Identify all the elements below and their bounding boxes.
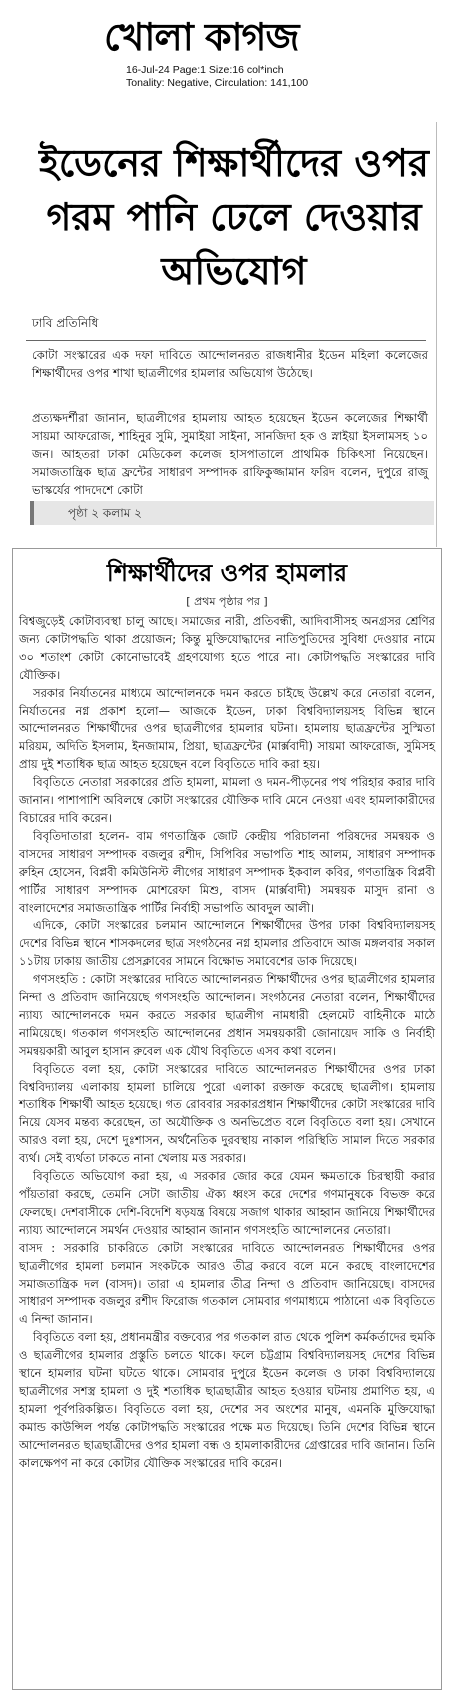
paragraph: বিশ্বজুড়েই কোটাব্যবস্থা চালু আছে। সমাজের নারী, প্রতিবন্ধী, আদিবাসীসহ অনগ্রসর শ্রেণির জন্য কোটাপদ্ধতি থাকা প্রয়োজন; কিন্তু মুক্তিযোদ্ধাদের নাতিপুতিদের সুবিধা দেওয়ার নামে ৩০ শতাংশ কোটা কোনোভাবেই গ্রহণযোগ্য হতে পারে না। কোটাপদ্ধতি সংস্কারের দাবি যৌক্তিক। [19, 614, 435, 682]
divider [26, 340, 426, 341]
continuation-title: শিক্ষার্থীদের ওপর হামলার [106, 558, 348, 587]
paragraph: সরকার নির্যাতনের মাধ্যমে আন্দোলনকে দমন করতে চাইছে উল্লেখ করে নেতারা বলেন, নির্যাতনের নগ্ন প্রকাশ হলো— আজকে ইডেন, ঢাকা বিশ্ববিদ্যালয়সহ বিভিন্ন স্থানে আন্দোলনরত শিক্ষার্থীদের ওপর ছাত্রলীগের হামলার ঘটনা। হামলায় ছাত্রফ্রন্টের সুস্মিতা মরিয়ম, অদিতি ইসলাম, ইনজামাম, প্রিয়া, ছাত্রফ্রন্টের (মার্ক্সবাদী) সায়মা আফরোজ, সুমিসহ প্রায় দুই শতাধিক ছাত্র আহত হয়েছেন বলে বিবৃতিতে দাবি করা হয়। [19, 685, 435, 772]
main-article [26, 122, 437, 547]
newspaper-logo [96, 4, 336, 64]
clipping-meta-date-page: 16-Jul-24 Page:1 Size:16 col*inch [126, 64, 284, 76]
jump-line [30, 501, 434, 525]
logo-text: খোলা কাগজ [104, 14, 299, 59]
continuation-from-label: [ প্রথম পৃষ্ঠার পর ] [186, 595, 268, 608]
paragraph: বিবৃতিতে বলা হয়, প্রধানমন্ত্রীর বক্তব্যের পর গতকাল রাত থেকে পুলিশ কর্মকর্তাদের হুমকি ও ছাত্রলীগের হামলার প্রস্তুতি চলতে থাকে। ফলে চট্টগ্রাম বিশ্ববিদ্যালয়সহ দেশের বিভিন্ন স্থানে হামলার ঘটনা ঘটতে থাকে। সোমবার দুপুরে ইডেন কলেজ ও ঢাকা বিশ্ববিদ্যালয়ে ছাত্রলীগের সশস্ত্র হামলা ও দুই শতাধিক ছাত্রছাত্রীর আহত হওয়ার ঘটনায় প্রমাণিত হয়, এ হামলা পূর্বপরিকল্পিত। বিবৃতিতে বলা হয়, দেশের সব অংশের মানুষ, এমনকি মুক্তিযোদ্ধা কমান্ড কাউন্সিল পর্যন্ত কোটাপদ্ধতি সংস্কারের পক্ষে মত দিয়েছে। তিনি দেশের বিভিন্ন স্থানে আন্দোলনরত ছাত্রছাত্রীদের ওপর হামলা বন্ধ ও হামলাকারীদের গ্রেপ্তারের দাবি জানান। তিনি কালক্ষেপণ না করে কোটার যৌক্তিক সংস্কারের দাবি করেন। [19, 1330, 435, 1470]
paragraph: বিবৃতিতে অভিযোগ করা হয়, এ সরকার জোর করে যেমন ক্ষমতাকে চিরস্থায়ী করার পাঁয়তারা করছে, তেমনি সেটা জাতীয় ঐক্য ধ্বংস করে দেশের গণমানুষকে বিভক্ত করে ফেলছে। দেশবাসীকে দেশি-বিদেশি ষড়যন্ত্র বিষয়ে সজাগ থাকার আহ্বান জানিয়ে শিক্ষার্থীদের ন্যায্য আন্দোলনে সমর্থন দেওয়ার আহ্বান জানান গণসংহতি আন্দোলনের নেতারা। [19, 1169, 435, 1237]
article-body: প্রত্যক্ষদর্শীরা জানান, ছাত্রলীগের হামলায় আহত হয়েছেন ইডেন কলেজের শিক্ষার্থী সায়মা আফরোজ, শাহিনুর সুমি, সুমাইয়া সাইনা, সানজিদা হক ও স্নাইয়া ইসলামসহ ১০ জন। আহতরা ঢাকা মেডিকেল কলেজ হাসপাতালে প্রাথমিক চিকিৎসা নিয়েছেন। সমাজতান্ত্রিক ছাত্র ফ্রন্টের সাধারণ সম্পাদক রাফিকুজ্জামান ফরিদ বলেন, দুপুরে রাজু ভাস্কর্যের পাদদেশে কোটা [32, 411, 428, 497]
paragraph: গণসংহতি : কোটা সংস্কারের দাবিতে আন্দোলনরত শিক্ষার্থীদের ওপর ছাত্রলীগের হামলার নিন্দা ও প্রতিবাদ জানিয়েছে গণসংহতি আন্দোলন। সংগঠনের নেতারা বলেন, শিক্ষার্থীদের ন্যায্য আন্দোলনকে দমন করতে সরকার ছাত্রলীগ নামধারী হেলমেট বাহিনীকে মাঠে নামিয়েছে। গতকাল গণসংহতি আন্দোলনের প্রধান সমন্বয়কারী জোনায়েদ সাকি ও নির্বাহী সমন্বয়কারী আবুল হাসান রুবেল এক যৌথ বিবৃতিতে এসব কথা বলেন। [19, 972, 435, 1058]
continuation-body [19, 613, 435, 1473]
paragraph: বিবৃতিতে নেতারা সরকারের প্রতি হামলা, মামলা ও দমন-পীড়নের পথ পরিহার করার দাবি জানান। পাশাপাশি অবিলম্বে কোটা সংস্কারের যৌক্তিক দাবি মেনে নেওয়া এবং হামলাকারীদের বিচারের দাবি করেন। [19, 775, 435, 825]
article-headline: ইডেনের শিক্ষার্থীদের ওপর গরম পানি ঢেলে দেওয়ার অভিযোগ [39, 140, 429, 293]
masthead [0, 0, 462, 120]
paragraph: বাসদ : সরকারি চাকরিতে কোটা সংস্কারের দাবিতে আন্দোলনরত শিক্ষার্থীদের ওপর ছাত্রলীগের হামলা চলমান সংকটকে আরও তীব্র করবে বলে মনে করছে বাংলাদেশের সমাজতান্ত্রিক দল (বাসদ)। তারা এ হামলার তীব্র নিন্দা ও প্রতিবাদ জানিয়েছে। বাসদের সাধারণ সম্পাদক বজলুর রশীদ ফিরোজ গতকাল সোমবার গণমাধ্যমে পাঠানো এক বিবৃতিতে এ নিন্দা জানান। [19, 1240, 435, 1327]
paragraph: বিবৃতিতে বলা হয়, কোটা সংস্কারের দাবিতে আন্দোলনরত শিক্ষার্থীদের ওপর ঢাকা বিশ্ববিদ্যালয় এলাকায় হামলা চালিয়ে পুরো এলাকা রক্তাক্ত করেছে ছাত্রলীগ। হামলায় শতাধিক শিক্ষার্থী আহত হয়েছে। গত রোববার সরকারপ্রধান শিক্ষার্থীদের কোটা সংস্কারের দাবি নিয়ে যেসব মন্তব্য করেছেন, তা অযৌক্তিক ও অনভিপ্রেত বলে বিবৃতিতে বলা হয়। সেখানে আরও বলা হয়, দেশে দুঃশাসন, অর্থনৈতিক দুরবস্থায় নাকাল পরিস্থিতি সামাল দিতে সরকার ব্যর্থ। সেই ব্যর্থতা ঢাকতে নানা খেলায় মত্ত সরকার। [19, 1061, 435, 1166]
article-dateline: ঢাবি প্রতিনিধি [32, 316, 99, 330]
article-lead: কোটা সংস্কারের এক দফা দাবিতে আন্দোলনরত রাজধানীর ইডেন মহিলা কলেজের শিক্ষার্থীদের ওপর শাখা ছাত্রলীগের হামলার অভিযোগ উঠেছে। [32, 348, 428, 380]
paragraph: এদিকে, কোটা সংস্কারের চলমান আন্দোলনে শিক্ষার্থীদের উপর ঢাকা বিশ্ববিদ্যালয়সহ দেশের বিভিন্ন স্থানে শাসকদলের ছাত্র সংগঠনের নগ্ন হামলার প্রতিবাদে আজ মঙ্গলবার সকাল ১১টায় ঢাকায় জাতীয় প্রেসক্লাবের সামনে বিক্ষোভ সমাবেশের ডাক দিয়েছে। [19, 918, 435, 969]
clipping-meta-tonality: Tonality: Negative, Circulation: 141,100 [126, 77, 309, 89]
continuation-article [12, 548, 442, 1690]
paragraph: বিবৃতিদাতারা হলেন- বাম গণতান্ত্রিক জোট কেন্দ্রীয় পরিচালনা পরিষদের সমন্বয়ক ও বাসদের সাধারণ সম্পাদক বজলুর রশীদ, সিপিবির সভাপতি শাহ আলম, সাধারণ সম্পাদক রুহিন হোসেন, বিপ্লবী কমিউনিস্ট লীগের সাধারণ সম্পাদক ইকবাল কবির, গণতান্ত্রিক বিপ্লবী পার্টির সাধারণ সম্পাদক মোশরেফা মিশু, বাসদ (মার্ক্সবাদী) সমন্বয়ক মাসুদ রানা ও বাংলাদেশের সমাজতান্ত্রিক পার্টির নির্বাহী সভাপতি আবদুল আলী। [19, 828, 435, 915]
jump-text: পৃষ্ঠা ২ কলাম ২ [68, 506, 142, 520]
